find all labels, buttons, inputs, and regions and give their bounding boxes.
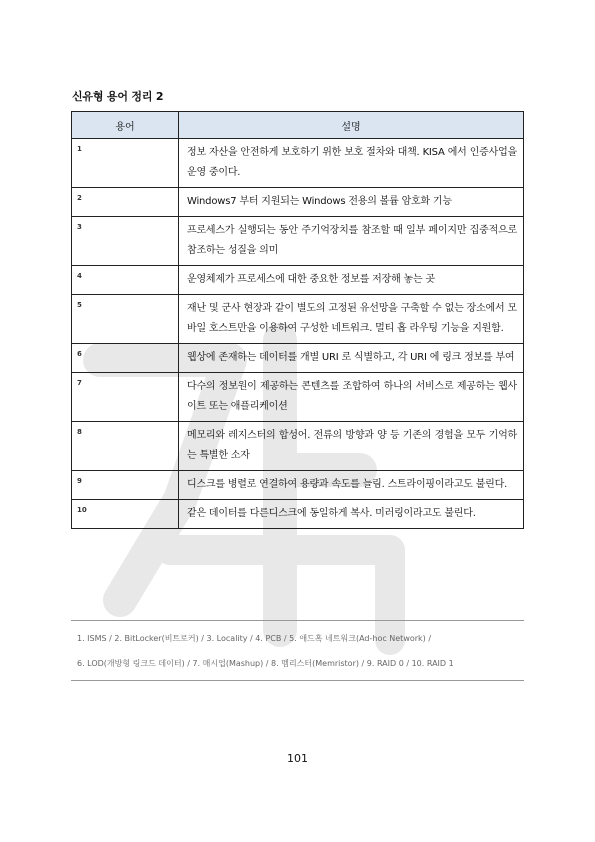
row-description: Windows7 부터 지원되는 Windows 전용의 볼륨 암호화 기능 xyxy=(179,188,524,217)
table-row xyxy=(72,139,524,188)
table-row xyxy=(72,295,524,344)
row-number: 9 xyxy=(72,471,179,500)
table-row xyxy=(72,344,524,373)
row-description: 재난 및 군사 현장과 같이 별도의 고정된 유선망을 구축할 수 없는 장소에서 모바일 호스트만을 이용하여 구성한 네트워크. 멀티 홉 라우팅 기능을 지원함. xyxy=(179,295,524,344)
row-description: 메모리와 레지스터의 합성어. 전류의 방향과 양 등 기존의 경험을 모두 기억하는 특별한 소자 xyxy=(179,422,524,471)
row-description: 정보 자산을 안전하게 보호하기 위한 보호 절차와 대책. KISA 에서 인증사업을 운영 중이다. xyxy=(179,139,524,188)
row-number: 8 xyxy=(72,422,179,471)
table-row xyxy=(72,217,524,266)
row-number: 3 xyxy=(72,217,179,266)
row-description: 디스크를 병렬로 연결하여 용량과 속도를 늘림. 스트라이핑이라고도 불린다. xyxy=(179,471,524,500)
row-number: 5 xyxy=(72,295,179,344)
page-number: 101 xyxy=(287,752,308,765)
row-number: 10 xyxy=(72,500,179,529)
row-description: 웹상에 존재하는 데이터를 개별 URI 로 식별하고, 각 URI 에 링크 정보를 부여 xyxy=(179,344,524,373)
answer-key xyxy=(71,620,524,681)
table-row xyxy=(72,266,524,295)
column-header-description: 설명 xyxy=(179,112,524,139)
page-title: 신유형 용어 정리 2 xyxy=(72,90,164,103)
row-number: 6 xyxy=(72,344,179,373)
row-number: 4 xyxy=(72,266,179,295)
answer-line: 1. ISMS / 2. BitLocker(비트로커) / 3. Locality / 4. PCB / 5. 애드혹 네트워크(Ad-hoc Network) / xyxy=(77,634,432,643)
row-description: 다수의 정보원이 제공하는 콘텐츠를 조합하여 하나의 서비스로 제공하는 웹사이트 또는 애플리케이션 xyxy=(179,373,524,422)
row-description: 운영체제가 프로세스에 대한 중요한 정보를 저장해 놓는 곳 xyxy=(179,266,524,295)
table-header-row xyxy=(72,112,524,139)
row-number: 2 xyxy=(72,188,179,217)
answer-line: 6. LOD(개방형 링크드 데이터) / 7. 매시업(Mashup) / 8. 멤리스터(Memristor) / 9. RAID 0 / 10. RAID 1 xyxy=(77,659,454,668)
row-description: 같은 데이터를 다른디스크에 동일하게 복사. 미러링이라고도 불린다. xyxy=(179,500,524,529)
row-description: 프로세스가 실행되는 동안 주기억장치를 참조할 때 일부 페이지만 집중적으로 참조하는 성질을 의미 xyxy=(179,217,524,266)
row-number: 1 xyxy=(72,139,179,188)
column-header-term: 용어 xyxy=(72,112,179,139)
table-row xyxy=(72,373,524,422)
table-row xyxy=(72,422,524,471)
table-row xyxy=(72,500,524,529)
row-number: 7 xyxy=(72,373,179,422)
terms-table xyxy=(71,111,524,529)
table-row xyxy=(72,188,524,217)
table-row xyxy=(72,471,524,500)
